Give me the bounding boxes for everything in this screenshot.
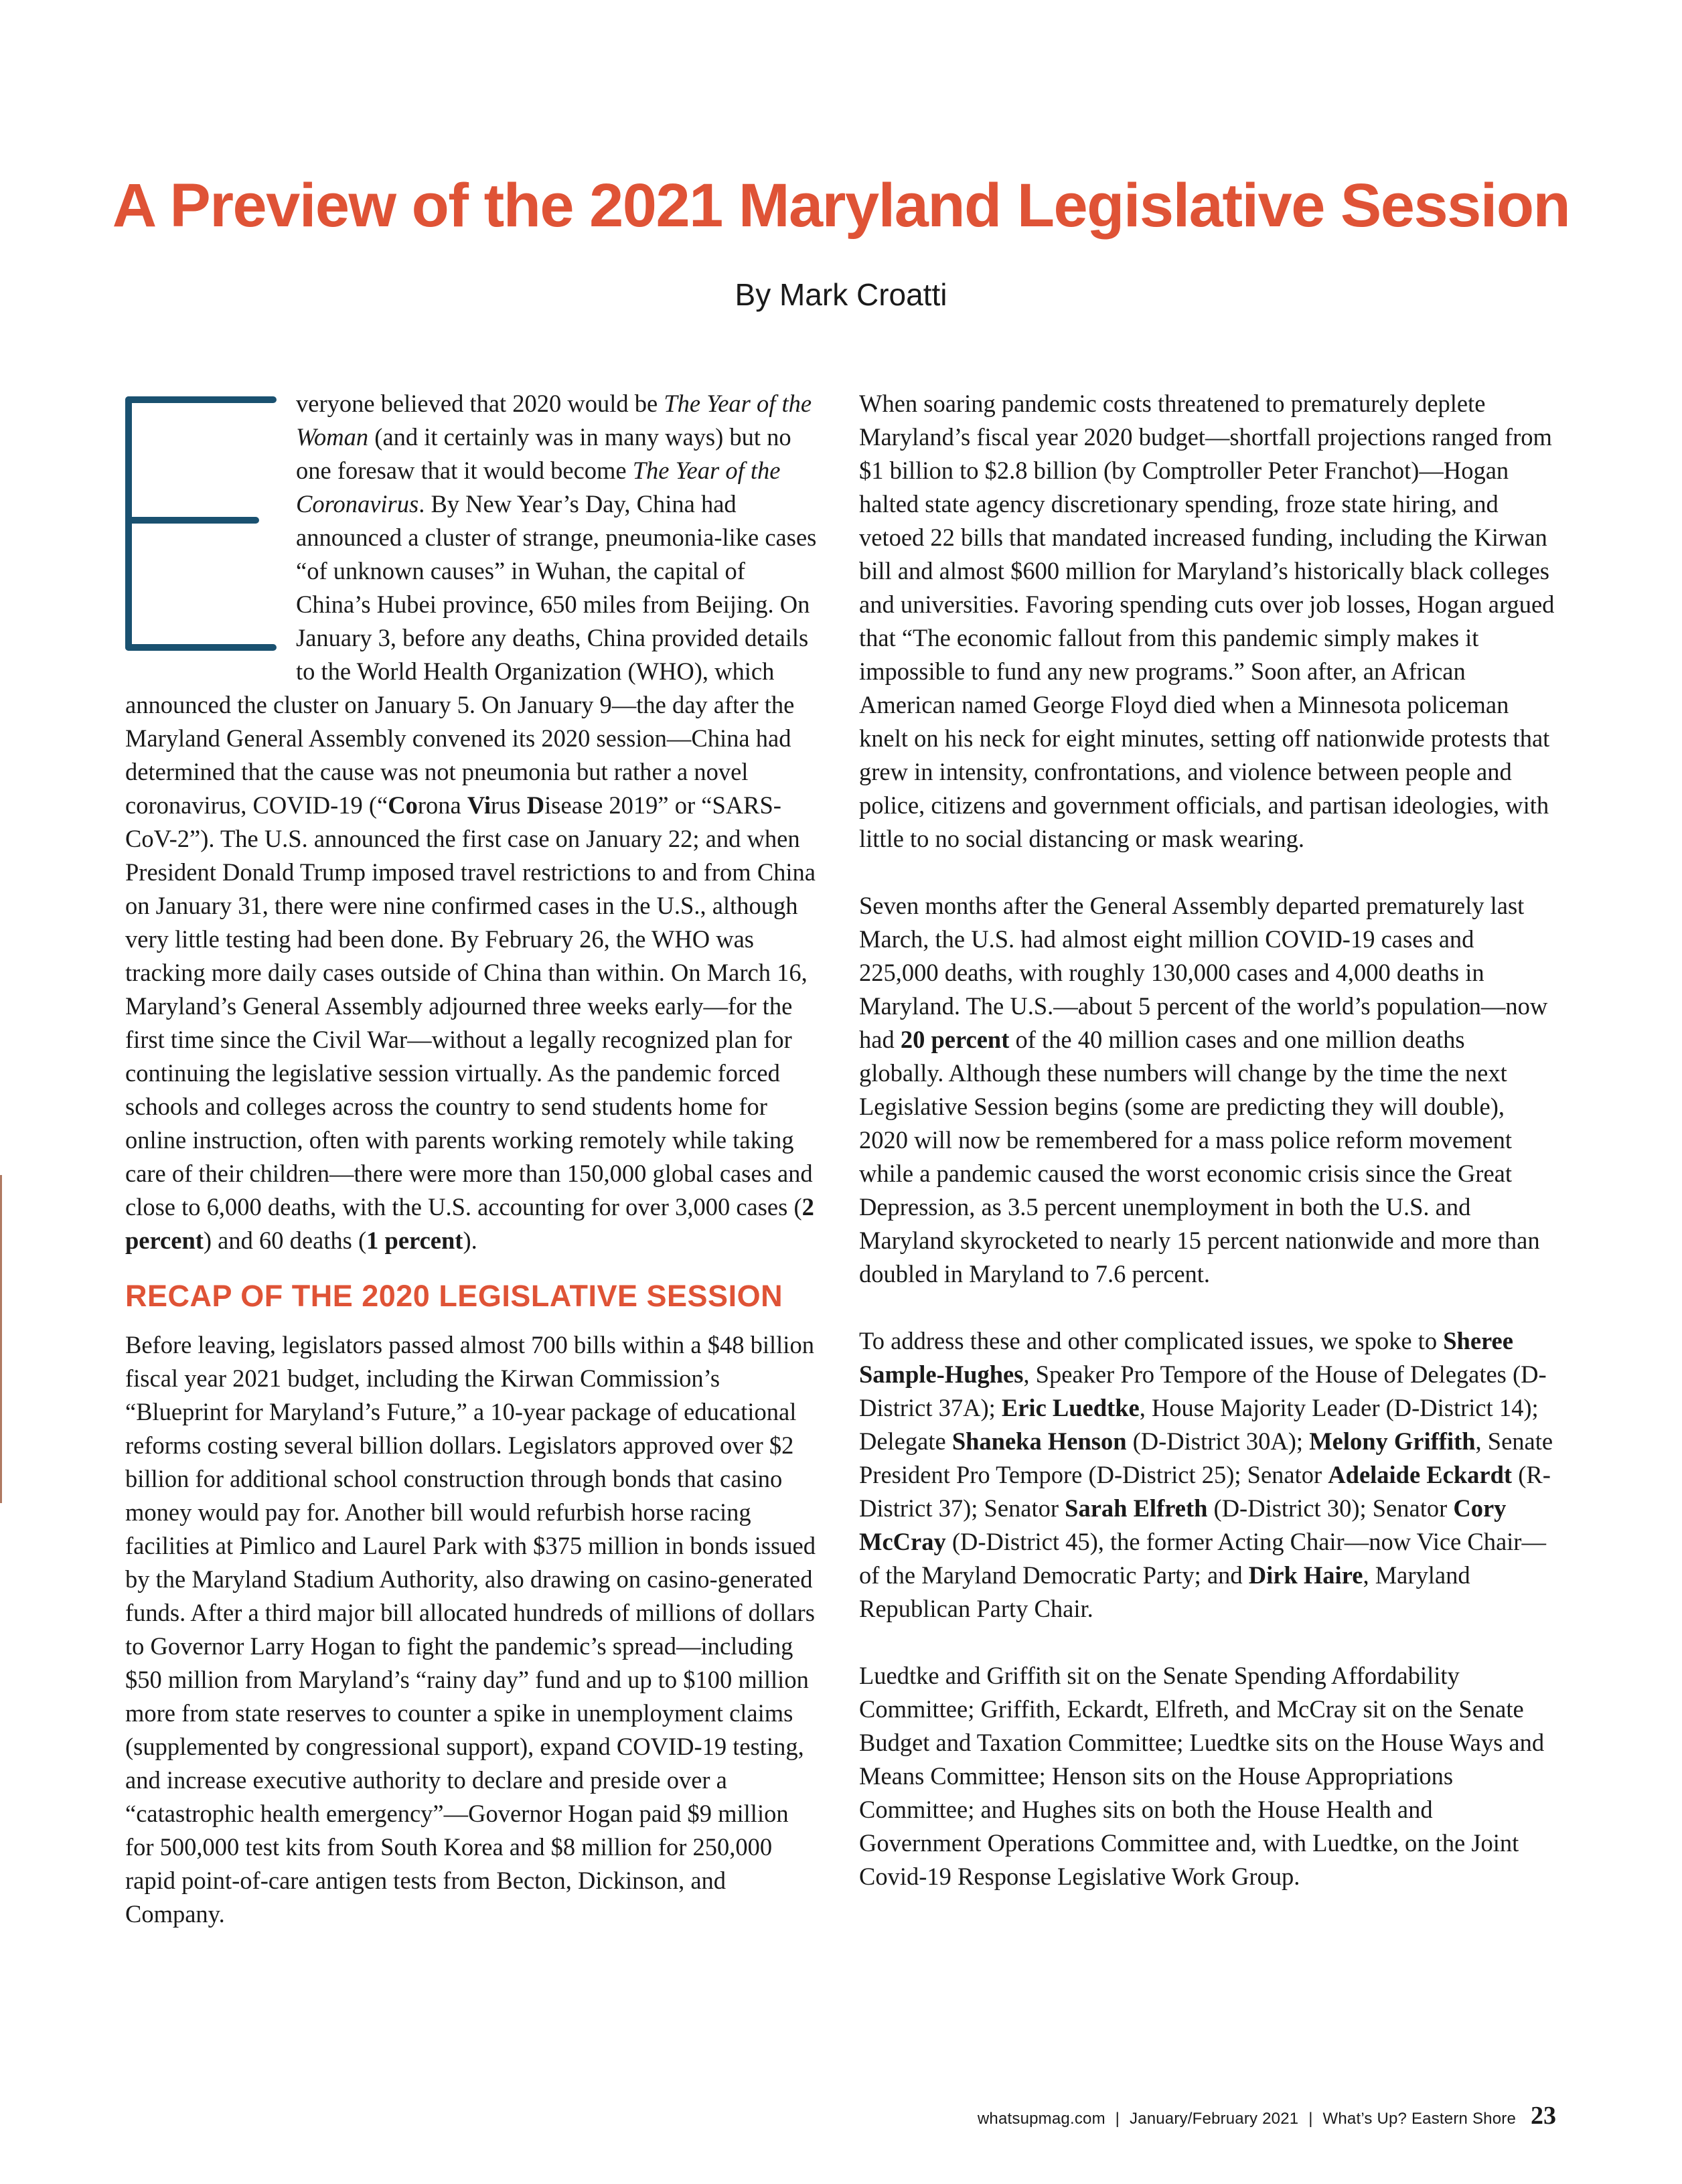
drop-cap-top-bar xyxy=(125,396,277,403)
right-column xyxy=(859,387,1555,1893)
text-run: ) and 60 deaths ( xyxy=(203,1227,367,1254)
drop-cap-stem xyxy=(125,396,132,651)
footer-separator: | xyxy=(1308,2110,1313,2128)
bold-stat: 20 percent xyxy=(900,1026,1010,1053)
text-run: ). xyxy=(463,1227,477,1254)
italic-phrase: The Year of the Coronavirus xyxy=(296,457,781,518)
person-name: Melony Griffith xyxy=(1309,1427,1476,1455)
text-run: (R-District 37); Senator xyxy=(859,1461,1551,1522)
text-run: (and it certainly was in many ways) but no one foresaw that it would become xyxy=(296,423,791,484)
text-run: (D-District 30); Senator xyxy=(1207,1494,1454,1522)
text-run: , House Majority Leader (D-District 14); Delegate xyxy=(859,1394,1539,1455)
text-run: rus xyxy=(491,791,527,819)
bold-fragment: D xyxy=(526,791,545,819)
person-name: Dirk Haire xyxy=(1248,1561,1363,1589)
drop-cap-bottom-bar xyxy=(125,644,277,651)
bold-fragment: Vi xyxy=(467,791,491,819)
text-run: , Speaker Pro Tempore of the House of Delegates (D-District 37A); xyxy=(859,1360,1547,1421)
italic-phrase: The Year of the Woman xyxy=(296,390,812,451)
person-name: Adelaide Eckardt xyxy=(1328,1461,1513,1488)
text-run: , Maryland Republican Party Chair. xyxy=(859,1561,1470,1622)
recap-paragraph: Before leaving, legislators passed almost 700 bills within a $48 billion fiscal year 2021 budget, including the Kirwan Commission’s “Blueprint for Maryland’s Future,” a 10-year package of educational reforms costing several billion dollars. Legislators approved over $2 billion for additional school construction through bonds that casino money would pay for. Another bill would refurbish horse racing facilities at Pimlico and Laurel Park with $375 million in bonds issued by the Maryland Stadium Authority, also drawing on casino-generated funds. After a third major bill allocated hundreds of millions of dollars to Governor Larry Hogan to fight the pandemic’s spread—including $50 million from Maryland’s “rainy day” fund and up to $100 million more from state reserves to counter a spike in unemployment claims (supplemented by congressional support), expand COVID-19 testing, and increase executive authority to declare and preside over a “catastrophic health emergency”—Governor Hogan paid $9 million for 500,000 test kits from South Korea and $8 million for 250,000 rapid point-of-care antigen tests from Becton, Dickinson, and Company. xyxy=(125,1331,816,1928)
person-name: Shaneka Henson xyxy=(951,1427,1127,1455)
text-run: isease 2019” or “SARS-CoV-2”). The U.S. announced the first case on January 22; and when President Donald Trump imposed travel restrictions to and from China on January 31, there were nine confirmed cases in the U.S., although very little testing had been done. By February 26, the WHO was tracking more daily cases outside of China than within. On March 16, Maryland’s General Assembly adjourned three weeks early—for the first time since the Civil War—without a legally recognized plan for continuing the legislative session virtually. As the pandemic forced schools and colleges across the country to send students home for online instruction, often with parents working remotely while taking care of their children—there were more than 150,000 global cases and close to 6,000 deaths, with the U.S. accounting for over 3,000 cases ( xyxy=(125,791,816,1221)
page-number: 23 xyxy=(1531,2102,1556,2130)
article-title: A Preview of the 2021 Maryland Legislative Session xyxy=(112,171,1570,240)
statistics-paragraph xyxy=(859,889,1555,1291)
page-footer xyxy=(978,2101,1556,2130)
text-run: (D-District 30A); xyxy=(1126,1427,1310,1455)
intro-paragraph xyxy=(125,387,818,1257)
footer-meta xyxy=(978,2110,1516,2128)
footer-publication: What’s Up? Eastern Shore xyxy=(1322,2110,1516,2128)
person-name: Eric Luedtke xyxy=(1001,1394,1140,1421)
article-byline: By Mark Croatti xyxy=(735,277,947,312)
text-run: Seven months after the General Assembly departed prematurely last March, the U.S. had almost eight million COVID-19 cases and 225,000 deaths, with roughly 130,000 cases and 4,000 deaths in Maryland. The U.S.—about 5 percent of the world’s population—now had xyxy=(859,892,1548,1053)
text-run: of the 40 million cases and one million deaths globally. Although these numbers will change by the time the next Legislative Session begins (some are predicting they will double), 2020 will now be remembered for a mass police reform movement while a pandemic caused the worst economic crisis since the Great Depression, as 3.5 percent unemployment in both the U.S. and Maryland skyrocketed to nearly 15 percent nationwide and more than doubled in Maryland to 7.6 percent. xyxy=(859,1026,1540,1288)
text-run: (D-District 45), the former Acting Chair—now Vice Chair—of the Maryland Democratic Party; and xyxy=(859,1528,1546,1589)
text-run: , Senate President Pro Tempore (D-District 25); Senator xyxy=(859,1427,1553,1488)
person-name: Sarah Elfreth xyxy=(1065,1494,1208,1522)
footer-website: whatsupmag.com xyxy=(977,2110,1105,2128)
text-run: To address these and other complicated issues, we spoke to xyxy=(859,1327,1444,1354)
bold-stat: 2 percent xyxy=(125,1193,814,1254)
person-name: Cory McCray xyxy=(859,1494,1507,1555)
left-column xyxy=(125,387,818,1931)
person-name: Sheree Sample-Hughes xyxy=(859,1327,1513,1388)
text-run: veryone believed that 2020 would be xyxy=(296,390,664,417)
bold-fragment: Co xyxy=(388,791,418,819)
bold-stat: 1 percent xyxy=(366,1227,463,1254)
interviewees-paragraph xyxy=(859,1324,1555,1626)
drop-cap-middle-bar xyxy=(125,517,259,524)
text-run: rona xyxy=(417,791,467,819)
committees-paragraph: Luedtke and Griffith sit on the Senate Spending Affordability Committee; Griffith, Eckardt, Elfreth, and McCray sit on the Senate Budget and Taxation Committee; Luedtke sits on the House Ways and Means Committee; Henson sits on the House Appropriations Committee; and Hughes sits on both the House Health and Government Operations Committee and, with Luedtke, on the Joint Covid-19 Response Legislative Work Group. xyxy=(859,1662,1545,1890)
section-heading-recap: RECAP OF THE 2020 LEGISLATIVE SESSION xyxy=(125,1279,783,1313)
drop-cap-e xyxy=(125,396,283,661)
page-edge-line xyxy=(0,1175,2,1503)
budget-paragraph: When soaring pandemic costs threatened to prematurely deplete Maryland’s fiscal year 2020 budget—shortfall projections ranged from $1 billion to $2.8 billion (by Comptroller Peter Franchot)—Hogan halted state agency discretionary spending, froze state hiring, and vetoed 22 bills that mandated increased funding, including the Kirwan bill and almost $600 million for Maryland’s historically black colleges and universities. Favoring spending cuts over job losses, Hogan argued that “The economic fallout from this pandemic simply makes it impossible to fund any new programs.” Soon after, an African American named George Floyd died when a Minnesota policeman knelt on his neck for eight minutes, setting off nationwide protests that grew in intensity, confrontations, and violence between people and police, citizens and government officials, and partisan ideologies, with little to no social distancing or mask wearing. xyxy=(859,390,1555,852)
footer-issue: January/February 2021 xyxy=(1129,2110,1299,2128)
footer-separator: | xyxy=(1115,2110,1120,2128)
text-run: . By New Year’s Day, China had announced a cluster of strange, pneumonia-like cases “of unknown causes” in Wuhan, the capital of China’s Hubei province, 650 miles from Beijing. On January 3, before any deaths, China provided details to the World Health Organization (WHO), which announced the cluster on January 5. On January 9—the day after the Maryland General Assembly convened its 2020 session—China had determined that the cause was not pneumonia but rather a novel coronavirus, COVID-19 (“ xyxy=(125,490,817,819)
